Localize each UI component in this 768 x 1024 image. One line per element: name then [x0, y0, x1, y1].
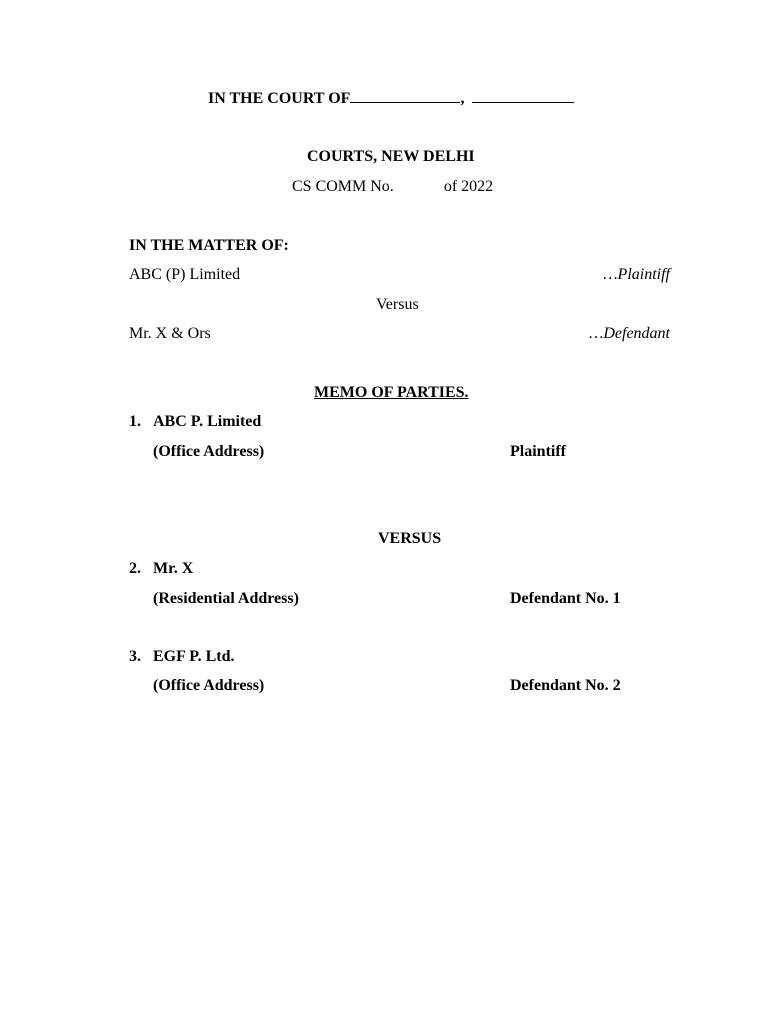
- case-prefix: CS COMM No.: [292, 178, 394, 195]
- party-name-3: EGF P. Ltd.: [153, 648, 235, 665]
- party-role-3: Defendant No. 2: [510, 677, 621, 694]
- memo-versus: VERSUS: [378, 530, 442, 547]
- party-address-3: (Office Address): [153, 677, 265, 694]
- court-location-blank: [472, 88, 574, 103]
- court-name-blank: [350, 88, 460, 103]
- case-number: [292, 177, 493, 197]
- case-year: of 2022: [443, 178, 494, 195]
- defendant-label: …Defendant: [589, 325, 670, 342]
- court-separator: ,: [460, 90, 465, 107]
- party-address-1: (Office Address): [153, 443, 265, 460]
- court-prefix: IN THE COURT OF: [208, 90, 351, 107]
- party-role-2: Defendant No. 1: [510, 590, 621, 607]
- memo-title: MEMO OF PARTIES.: [314, 384, 469, 401]
- courts-location: COURTS, NEW DELHI: [307, 148, 475, 165]
- party-number-2: 2.: [129, 560, 141, 577]
- court-heading: [208, 88, 574, 109]
- plaintiff-label: …Plaintiff: [603, 266, 670, 283]
- party-role-1: Plaintiff: [510, 443, 566, 460]
- defendant-name: Mr. X & Ors: [129, 325, 211, 342]
- party-address-2: (Residential Address): [153, 590, 299, 607]
- plaintiff-name: ABC (P) Limited: [129, 266, 241, 283]
- party-number-3: 3.: [129, 648, 141, 665]
- party-name-2: Mr. X: [153, 560, 194, 577]
- matter-heading: IN THE MATTER OF:: [129, 237, 289, 254]
- matter-versus: Versus: [376, 296, 419, 313]
- party-name-1: ABC P. Limited: [153, 413, 262, 430]
- party-number-1: 1.: [129, 413, 141, 430]
